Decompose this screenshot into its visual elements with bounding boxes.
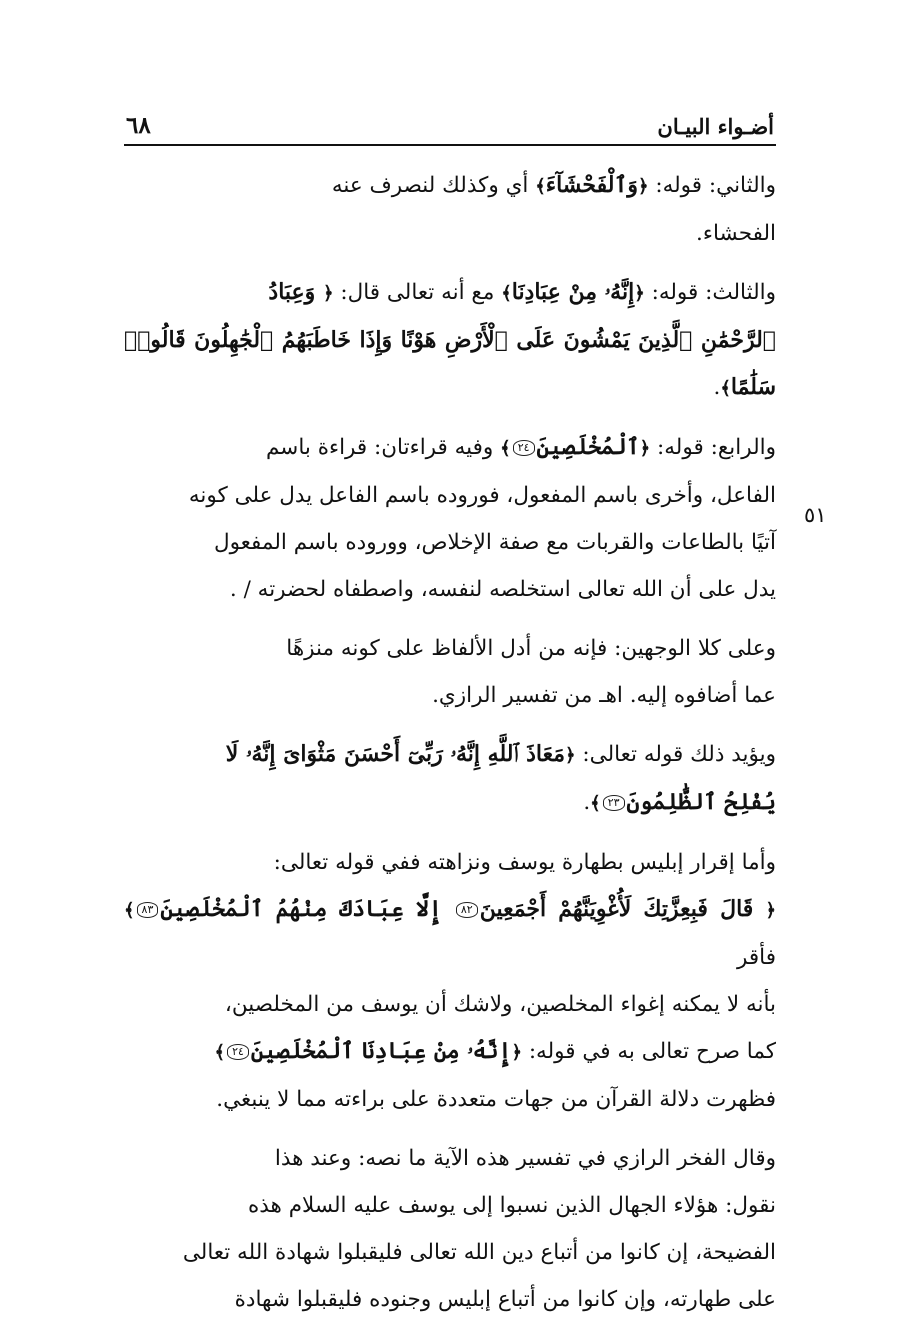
text-run: أي وكذلك لنصرف عنه xyxy=(331,173,536,198)
ornate-bracket: ﴿ xyxy=(639,438,651,459)
text-run: يدل على أن الله تعالى استخلصه لنفسه، واصطفاه لحضرته / . xyxy=(229,577,776,602)
text-run: والرابع: قوله: xyxy=(650,435,776,460)
ornate-bracket: ﴿ xyxy=(637,176,649,197)
ornate-bracket: ﴿ xyxy=(634,283,645,304)
quran-verse: إِنَّهُۥ مِنْ عِبَادِنَا ٱلْمُخْلَصِينَ xyxy=(250,1038,512,1064)
text-line xyxy=(124,210,776,257)
text-run: ويؤيد ذلك قوله تعالى: xyxy=(575,742,776,767)
quran-verse: وَعِبَادُ xyxy=(268,279,323,305)
ornate-bracket: ﴿ xyxy=(765,900,776,921)
text-line xyxy=(124,472,776,519)
paragraph xyxy=(124,625,776,719)
text-line xyxy=(124,1182,776,1229)
text-run: مع أنه تعالى قال: xyxy=(333,280,502,305)
text-line xyxy=(124,1135,776,1182)
quran-verse: ٱلْمُخْلَصِينَ xyxy=(536,434,640,460)
ornate-bracket: ﴿ xyxy=(565,745,576,766)
text-run: وقال الفخر الرازي في تفسير هذه الآية ما نصه: وعند هذا xyxy=(274,1146,776,1171)
paragraph xyxy=(124,1135,776,1323)
quran-verse: قَالَ فَبِعِزَّتِكَ لَأُغْوِيَنَّهُمْ أَجْمَعِينَ xyxy=(479,896,766,922)
text-line xyxy=(124,886,776,981)
quran-verse: إِنَّهُۥ مِنْ عِبَادِنَا xyxy=(511,279,635,305)
text-run: كما صرح تعالى به في قوله: xyxy=(521,1039,776,1064)
verse-number-marker: ٢٣ xyxy=(603,795,625,811)
quran-verse: مَعَاذَ ٱللَّهِ إِنَّهُۥ رَبِّىٓ أَحْسَنَ مَثْوَاىَ إِنَّهُۥ لَا xyxy=(225,741,566,767)
text-run: بأنه لا يمكنه إغواء المخلصين، ولاشك أن يوسف من المخلصين، xyxy=(224,992,776,1017)
ornate-bracket: ﴾ xyxy=(590,793,601,814)
text-line xyxy=(124,269,776,317)
quran-verse: إِلَّا عِبَادَكَ مِنْهُمُ ٱلْمُخْلَصِينَ xyxy=(160,896,454,922)
text-run: والثالث: قوله: xyxy=(644,280,776,305)
margin-page-reference: ٥١ xyxy=(804,503,827,527)
text-run: فظهرت دلالة القرآن من جهات متعددة على براءته مما لا ينبغي. xyxy=(216,1087,776,1112)
paragraph xyxy=(124,839,776,1123)
text-line xyxy=(124,566,776,613)
text-run: الفضيحة، إن كانوا من أتباع دين الله تعالى فليقبلوا شهادة الله تعالى xyxy=(182,1240,776,1265)
ornate-bracket: ﴾ xyxy=(720,378,731,399)
quran-verse: ٱلرَّحْمَٰنِ ٱلَّذِينَ يَمْشُونَ عَلَى ٱلْأَرْضِ هَوْنًا وَإِذَا خَاطَبَهُمُ ٱلْجَٰهِلُونَ قَالُوا۟ سَلَٰمًا xyxy=(124,327,776,400)
ornate-bracket: ﴾ xyxy=(124,900,135,921)
text-line xyxy=(124,981,776,1028)
text-line xyxy=(124,162,776,210)
text-run: على طهارته، وإن كانوا من أتباع إبليس وجنوده فليقبلوا شهادة xyxy=(234,1287,776,1312)
text-line xyxy=(124,1076,776,1123)
page-number: ٦٨ xyxy=(126,112,151,139)
text-line xyxy=(124,317,776,412)
paragraph xyxy=(124,731,776,827)
text-run: الفاعل، وأخرى باسم المفعول، فوروده باسم الفاعل يدل على كونه xyxy=(188,483,776,508)
text-line xyxy=(124,625,776,672)
book-title: أضـواء البيـان xyxy=(657,114,774,139)
paragraph xyxy=(124,424,776,613)
text-line xyxy=(124,731,776,779)
ornate-bracket: ﴿ xyxy=(511,1042,522,1063)
text-run: . xyxy=(583,790,591,815)
text-line xyxy=(124,839,776,886)
body-text xyxy=(124,162,776,1335)
ornate-bracket: ﴾ xyxy=(214,1042,226,1063)
text-line xyxy=(124,1276,776,1323)
text-line xyxy=(124,1229,776,1276)
text-line xyxy=(124,1028,776,1076)
text-run: فأقر xyxy=(737,945,776,970)
text-run: الفحشاء. xyxy=(696,221,776,246)
ornate-bracket: ﴾ xyxy=(500,438,511,459)
text-line xyxy=(124,672,776,719)
ornate-bracket: ﴿ xyxy=(322,283,334,304)
ornate-bracket: ﴾ xyxy=(535,176,546,197)
ornate-bracket: ﴾ xyxy=(501,283,512,304)
text-run: . xyxy=(713,375,721,400)
verse-number-marker: ٨٣ xyxy=(137,902,159,918)
verse-number-marker: ٢٤ xyxy=(513,440,535,456)
text-run: عما أضافوه إليه. اهـ من تفسير الرازي. xyxy=(432,683,776,708)
text-run: نقول: هؤلاء الجهال الذين نسبوا إلى يوسف عليه السلام هذه xyxy=(247,1193,776,1218)
paragraph xyxy=(124,162,776,257)
text-line xyxy=(124,424,776,472)
text-run: وعلى كلا الوجهين: فإنه من أدل الألفاظ على كونه منزهًا xyxy=(286,636,776,661)
page-header xyxy=(124,108,776,146)
quran-verse: وَٱلْفَحْشَآءَ xyxy=(545,172,638,198)
quran-verse: يُفْلِحُ ٱلظَّٰلِمُونَ xyxy=(626,789,776,815)
text-line xyxy=(124,779,776,827)
verse-number-marker: ٢٤ xyxy=(227,1044,249,1060)
paragraph xyxy=(124,269,776,412)
text-run: وفيه قراءتان: قراءة باسم xyxy=(266,435,501,460)
text-run: آتيًا بالطاعات والقربات مع صفة الإخلاص، ووروده باسم المفعول xyxy=(213,530,776,555)
verse-number-marker: ٨٢ xyxy=(456,902,478,918)
text-run: والثاني: قوله: xyxy=(648,173,776,198)
text-line xyxy=(124,519,776,566)
text-run: وأما إقرار إبليس بطهارة يوسف ونزاهته ففي قوله تعالى: xyxy=(273,850,776,875)
